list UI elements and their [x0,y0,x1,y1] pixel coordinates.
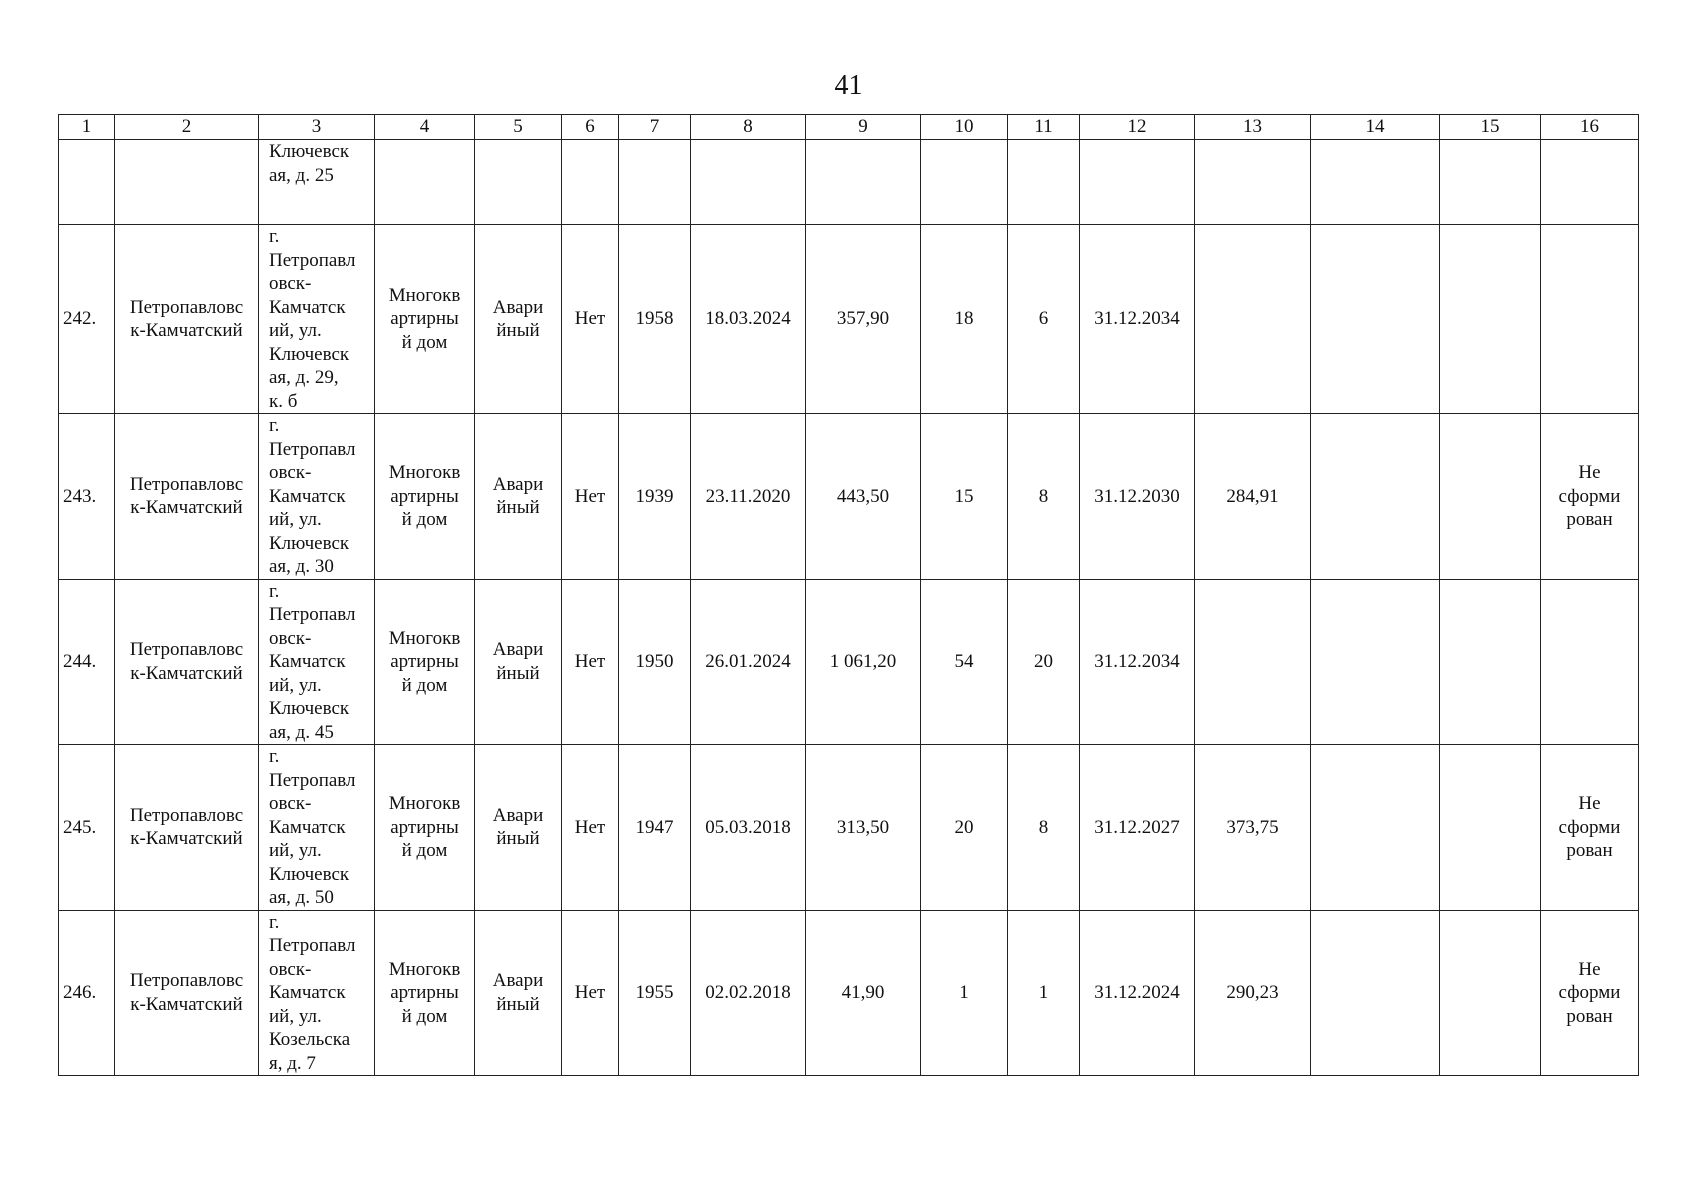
area-cell: 41,90 [806,910,921,1076]
table-row [59,225,1639,414]
address-cell: г. Петропавл овск- Камчатск ий, ул. Ключевск ая, д. 50 [259,745,375,911]
column-header: 16 [1541,115,1639,140]
residents-cell: 15 [921,414,1008,580]
municipality-cell: Петропавловс к-Камчатский [115,414,259,580]
table-cell [806,140,921,225]
row-number-cell: 246. [59,910,115,1076]
area-cell: 357,90 [806,225,921,414]
page-number: 41 [834,70,863,101]
condition-cell: Авари йный [475,910,562,1076]
recognition-date-cell: 05.03.2018 [691,745,806,911]
table-cell [1440,414,1541,580]
land-area-cell [1195,225,1311,414]
flag-cell: Нет [562,745,619,911]
table-cell [1311,414,1440,580]
flag-cell: Нет [562,910,619,1076]
area-cell: 1 061,20 [806,579,921,745]
area-cell: 313,50 [806,745,921,911]
column-header: 11 [1008,115,1080,140]
year-built-cell: 1947 [619,745,691,911]
column-header: 10 [921,115,1008,140]
column-header: 9 [806,115,921,140]
apartments-cell: 8 [1008,414,1080,580]
area-cell: 443,50 [806,414,921,580]
recognition-date-cell: 23.11.2020 [691,414,806,580]
building-type-cell: Многокв артирны й дом [375,225,475,414]
table-cell [921,140,1008,225]
table-cell [1311,225,1440,414]
table-cell [1440,745,1541,911]
land-area-cell [1195,579,1311,745]
address-cell: г. Петропавл овск- Камчатск ий, ул. Ключевск ая, д. 29, к. б [259,225,375,414]
table-cell [1311,910,1440,1076]
table-cell [1195,140,1311,225]
table-row [59,745,1639,911]
deadline-cell: 31.12.2024 [1080,910,1195,1076]
municipality-cell: Петропавловс к-Камчатский [115,579,259,745]
land-status-cell: Не сформи рован [1541,910,1639,1076]
column-header: 7 [619,115,691,140]
land-area-cell: 290,23 [1195,910,1311,1076]
table-cell [475,140,562,225]
land-status-cell [1541,579,1639,745]
residents-cell: 1 [921,910,1008,1076]
residents-cell: 20 [921,745,1008,911]
column-header: 2 [115,115,259,140]
column-header: 6 [562,115,619,140]
deadline-cell: 31.12.2034 [1080,225,1195,414]
row-number-cell: 244. [59,579,115,745]
column-header: 4 [375,115,475,140]
condition-cell: Авари йный [475,225,562,414]
column-number-row [59,115,1639,140]
table-cell [1440,910,1541,1076]
column-header: 14 [1311,115,1440,140]
table-cell [562,140,619,225]
table-cell [619,140,691,225]
table-cell [1440,579,1541,745]
building-type-cell: Многокв артирны й дом [375,745,475,911]
table-cell [1541,140,1639,225]
row-number-cell: 242. [59,225,115,414]
deadline-cell: 31.12.2030 [1080,414,1195,580]
building-type-cell: Многокв артирны й дом [375,579,475,745]
apartments-cell: 1 [1008,910,1080,1076]
municipality-cell: Петропавловс к-Камчатский [115,745,259,911]
column-header: 3 [259,115,375,140]
flag-cell: Нет [562,225,619,414]
recognition-date-cell: 18.03.2024 [691,225,806,414]
column-header: 8 [691,115,806,140]
condition-cell: Авари йный [475,579,562,745]
address-cell: г. Петропавл овск- Камчатск ий, ул. Ключевск ая, д. 45 [259,579,375,745]
residents-cell: 54 [921,579,1008,745]
table-cell [1440,140,1541,225]
column-header: 15 [1440,115,1541,140]
building-type-cell: Многокв артирны й дом [375,414,475,580]
year-built-cell: 1955 [619,910,691,1076]
land-area-cell: 284,91 [1195,414,1311,580]
apartments-cell: 20 [1008,579,1080,745]
table-cell [691,140,806,225]
building-type-cell: Многокв артирны й дом [375,910,475,1076]
table-cell [1311,745,1440,911]
table-cell [59,140,115,225]
year-built-cell: 1950 [619,579,691,745]
table-cell [375,140,475,225]
land-status-cell: Не сформи рован [1541,414,1639,580]
table-row [59,910,1639,1076]
year-built-cell: 1958 [619,225,691,414]
address-cell: г. Петропавл овск- Камчатск ий, ул. Козельска я, д. 7 [259,910,375,1076]
table-cell [115,140,259,225]
housing-registry-table [58,114,1639,1076]
municipality-cell: Петропавловс к-Камчатский [115,910,259,1076]
condition-cell: Авари йный [475,745,562,911]
land-area-cell: 373,75 [1195,745,1311,911]
table-row [59,414,1639,580]
address-cell: Ключевск ая, д. 25 [259,140,375,225]
row-number-cell: 243. [59,414,115,580]
column-header: 1 [59,115,115,140]
column-header: 12 [1080,115,1195,140]
residents-cell: 18 [921,225,1008,414]
table-row [59,579,1639,745]
deadline-cell: 31.12.2027 [1080,745,1195,911]
table-cell [1008,140,1080,225]
recognition-date-cell: 26.01.2024 [691,579,806,745]
land-status-cell [1541,225,1639,414]
flag-cell: Нет [562,414,619,580]
address-cell: г. Петропавл овск- Камчатск ий, ул. Ключевск ая, д. 30 [259,414,375,580]
table-cell [1311,140,1440,225]
column-header: 13 [1195,115,1311,140]
condition-cell: Авари йный [475,414,562,580]
recognition-date-cell: 02.02.2018 [691,910,806,1076]
municipality-cell: Петропавловс к-Камчатский [115,225,259,414]
apartments-cell: 8 [1008,745,1080,911]
year-built-cell: 1939 [619,414,691,580]
row-number-cell: 245. [59,745,115,911]
deadline-cell: 31.12.2034 [1080,579,1195,745]
continuation-row [59,140,1639,225]
apartments-cell: 6 [1008,225,1080,414]
column-header: 5 [475,115,562,140]
table-cell [1440,225,1541,414]
table-cell [1080,140,1195,225]
land-status-cell: Не сформи рован [1541,745,1639,911]
table-cell [1311,579,1440,745]
flag-cell: Нет [562,579,619,745]
